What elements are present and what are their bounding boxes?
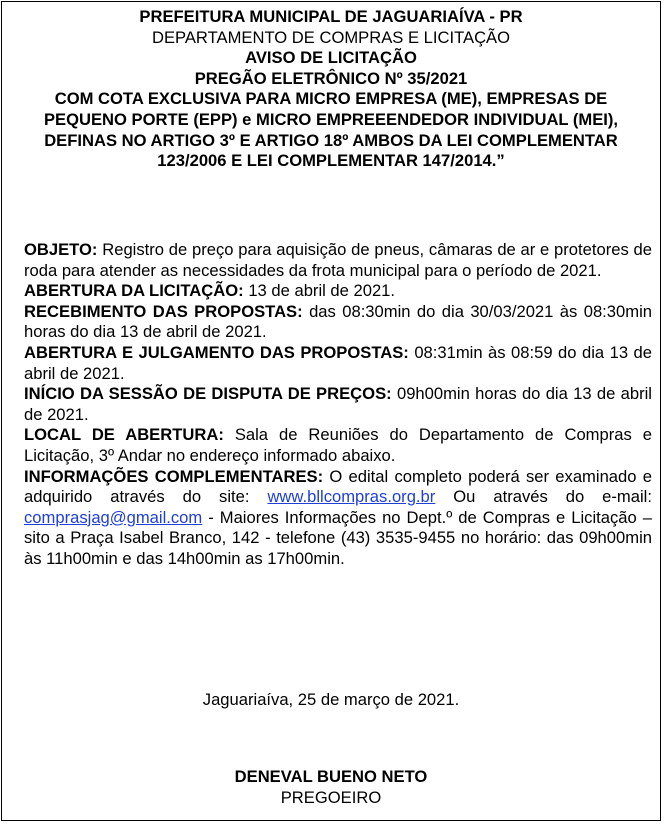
objeto-label: OBJETO: [24,240,98,259]
objeto-text: Registro de preço para aquisição de pneus, câmaras de ar e protetores de roda para atender as necessidades da frota municipal para o período de 2021. [24,240,652,280]
local-label: LOCAL DE ABERTURA: [24,425,224,445]
signature-block [2,767,660,808]
site-link[interactable]: www.bllcompras.org.br [267,487,436,507]
signer-role: PREGOEIRO [280,787,382,807]
abertura-paragraph [24,281,652,302]
email-link[interactable]: comprasjag@gmail.com [24,507,203,527]
julgamento-paragraph [24,343,652,384]
abertura-text: 13 de abril de 2021. [248,281,396,301]
local-paragraph [24,425,652,466]
objeto-paragraph [24,240,652,281]
inicio-text: 09h00min horas do dia 13 de abril de 2021. [24,384,652,424]
abertura-label: ABERTURA DA LICITAÇÃO: [24,281,244,301]
local-text: Sala de Reuniões do Departamento de Compras e Licitação, 3º Andar no endereço informado abaixo. [24,425,652,465]
place-date: Jaguariaíva, 25 de março de 2021. [202,690,460,709]
informacoes-paragraph [24,467,652,570]
municipality-title: PREFEITURA MUNICIPAL DE JAGUARIAÍVA - PR [139,7,523,26]
notice-frame [1,1,661,821]
julgamento-label: ABERTURA E JULGAMENTO DAS PROPOSTAS: [24,342,409,362]
informacoes-text-3: - Maiores Informações no Dept.º de Compras e Licitação – sito a Praça Isabel Branco, 142 - telefone (43) 3535-9455 no horário: das 09h00min às 11h00min e das 14h00min as 17h00min. [24,507,652,568]
signer-name: DENEVAL BUENO NETO [234,767,428,786]
recebimento-paragraph [24,302,652,343]
notice-type-title: AVISO DE LICITAÇÃO [245,48,417,68]
notice-body [24,240,652,570]
auction-number-title: PREGÃO ELETRÔNICO Nº 35/2021 [194,68,468,88]
inicio-paragraph [24,384,652,425]
department-title: DEPARTAMENTO DE COMPRAS E LICITAÇÃO [151,27,511,47]
inicio-label: INÍCIO DA SESSÃO DE DISPUTA DE PREÇOS: [24,384,392,404]
informacoes-label: INFORMAÇÕES COMPLEMENTARES: [24,466,324,486]
recebimento-label: RECEBIMENTO DAS PROPOSTAS: [24,301,303,321]
julgamento-text: 08:31min às 08:59 do dia 13 de abril de 2021. [24,342,652,383]
quota-description: COM COTA EXCLUSIVA PARA MICRO EMPRESA (ME), EMPRESAS DE PEQUENO PORTE (EPP) e MICRO EMPREEENDEDOR INDIVIDUAL (MEI), DEFINAS NO ARTIGO 3º E ARTIGO 18º AMBOS DA LEI COMPLEMENTAR 123/2006 E LEI COMPLEMENTAR 147/2014.” [43,89,619,171]
informacoes-text-1: O edital completo poderá ser examinado e adquirido através do site: [24,466,652,507]
notice-header [12,7,650,172]
recebimento-text: das 08:30min do dia 30/03/2021 às 08:30min horas do dia 13 de abril de 2021. [24,301,652,342]
informacoes-text-2: Ou através do e-mail: [453,487,652,507]
